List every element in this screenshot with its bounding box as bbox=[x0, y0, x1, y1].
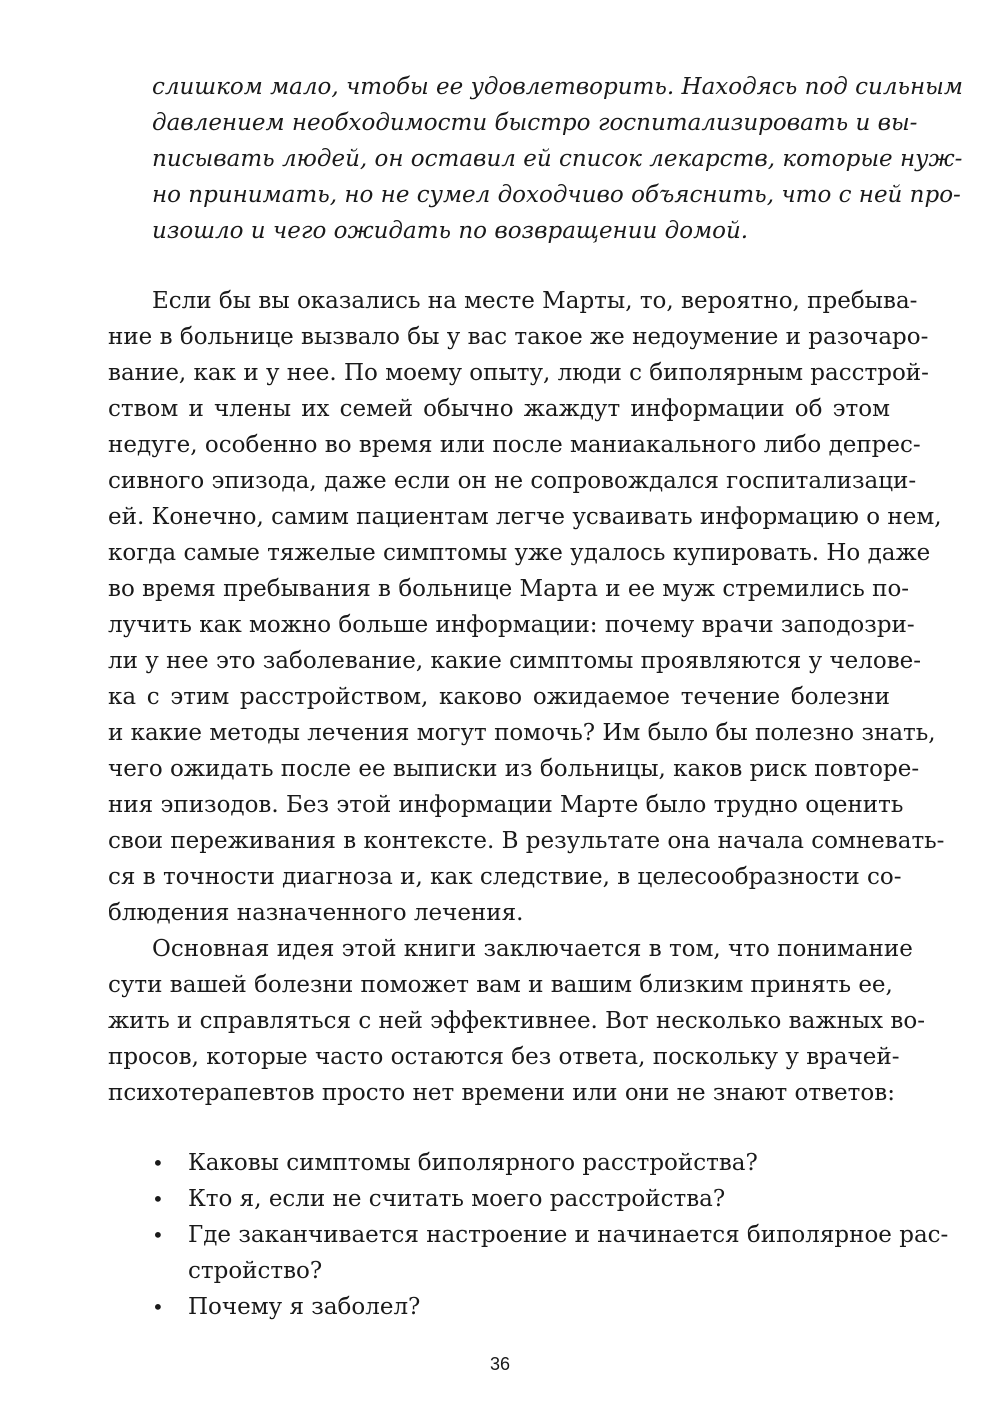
paragraph-line: свои переживания в контексте. В результате она начала сомневать- bbox=[108, 828, 945, 854]
list-item-text: Каковы симптомы биполярного расстройства? bbox=[188, 1150, 758, 1176]
paragraph-line: просов, которые часто остаются без ответа, поскольку у врачей- bbox=[108, 1044, 900, 1070]
paragraph-line: ка с этим расстройством, каково ожидаемое течение болезни bbox=[108, 684, 890, 710]
paragraph-line: Если бы вы оказались на месте Марты, то, вероятно, пребыва- bbox=[152, 288, 918, 314]
paragraph-line: ством и члены их семей обычно жаждут информации об этом bbox=[108, 396, 890, 422]
paragraph-line: жить и справляться с ней эффективнее. Вот несколько важных во- bbox=[108, 1008, 925, 1034]
bullet-icon: • bbox=[152, 1151, 164, 1175]
list-item bbox=[152, 1218, 949, 1252]
paragraph-line: ние в больнице вызвало бы у вас такое же недоумение и разочаро- bbox=[108, 324, 929, 350]
list-item bbox=[152, 1146, 890, 1180]
list-item-text: Где заканчивается настроение и начинается биполярное рас- bbox=[188, 1222, 949, 1248]
paragraph-line: психотерапевтов просто нет времени или они не знают ответов: bbox=[108, 1080, 895, 1106]
paragraph-line: во время пребывания в больнице Марта и ее муж стремились по- bbox=[108, 576, 910, 602]
paragraph-line: когда самые тяжелые симптомы уже удалось купировать. Но даже bbox=[108, 540, 931, 566]
bullet-icon: • bbox=[152, 1223, 164, 1247]
quote-line: изошло и чего ожидать по возвращении домой. bbox=[152, 218, 749, 244]
list-item bbox=[152, 1182, 890, 1216]
quote-line: слишком мало, чтобы ее удовлетворить. Находясь под сильным bbox=[152, 74, 963, 100]
paragraph-line: Основная идея этой книги заключается в том, что понимание bbox=[152, 936, 913, 962]
list-item bbox=[152, 1290, 890, 1324]
page-number: 36 bbox=[489, 1354, 511, 1374]
paragraph-line: вание, как и у нее. По моему опыту, люди с биполярным расстрой- bbox=[108, 360, 929, 386]
list-item-continuation bbox=[152, 1254, 890, 1288]
paragraph-line: ся в точности диагноза и, как следствие, в целесообразности со- bbox=[108, 864, 902, 890]
paragraph-line: недуге, особенно во время или после маниакального либо депрес- bbox=[108, 432, 921, 458]
list-item-text: Кто я, если не считать моего расстройства? bbox=[188, 1186, 726, 1212]
paragraph-line: чего ожидать после ее выписки из больницы, каков риск повторе- bbox=[108, 756, 920, 782]
quote-line: но принимать, но не сумел доходчиво объяснить, что с ней про- bbox=[152, 182, 961, 208]
quote-line: давлением необходимости быстро госпитализировать и вы- bbox=[152, 110, 918, 136]
paragraph-line: ли у нее это заболевание, какие симптомы проявляются у челове- bbox=[108, 648, 922, 674]
bullet-icon: • bbox=[152, 1187, 164, 1211]
bullet-icon: • bbox=[152, 1295, 164, 1319]
paragraph-line: ния эпизодов. Без этой информации Марте было трудно оценить bbox=[108, 792, 904, 818]
paragraph-line: сивного эпизода, даже если он не сопровождался госпитализаци- bbox=[108, 468, 917, 494]
paragraph-line: лучить как можно больше информации: почему врачи заподозри- bbox=[108, 612, 915, 638]
paragraph-line: сути вашей болезни поможет вам и вашим близким принять ее, bbox=[108, 972, 893, 998]
list-item-text: стройство? bbox=[188, 1258, 323, 1284]
paragraph-line: блюдения назначенного лечения. bbox=[108, 900, 524, 926]
paragraph-line: и какие методы лечения могут помочь? Им было бы полезно знать, bbox=[108, 720, 936, 746]
paragraph-line: ей. Конечно, самим пациентам легче усваивать информацию о нем, bbox=[108, 504, 942, 530]
quote-line: писывать людей, он оставил ей список лекарств, которые нуж- bbox=[152, 146, 963, 172]
list-item-text: Почему я заболел? bbox=[188, 1294, 421, 1320]
